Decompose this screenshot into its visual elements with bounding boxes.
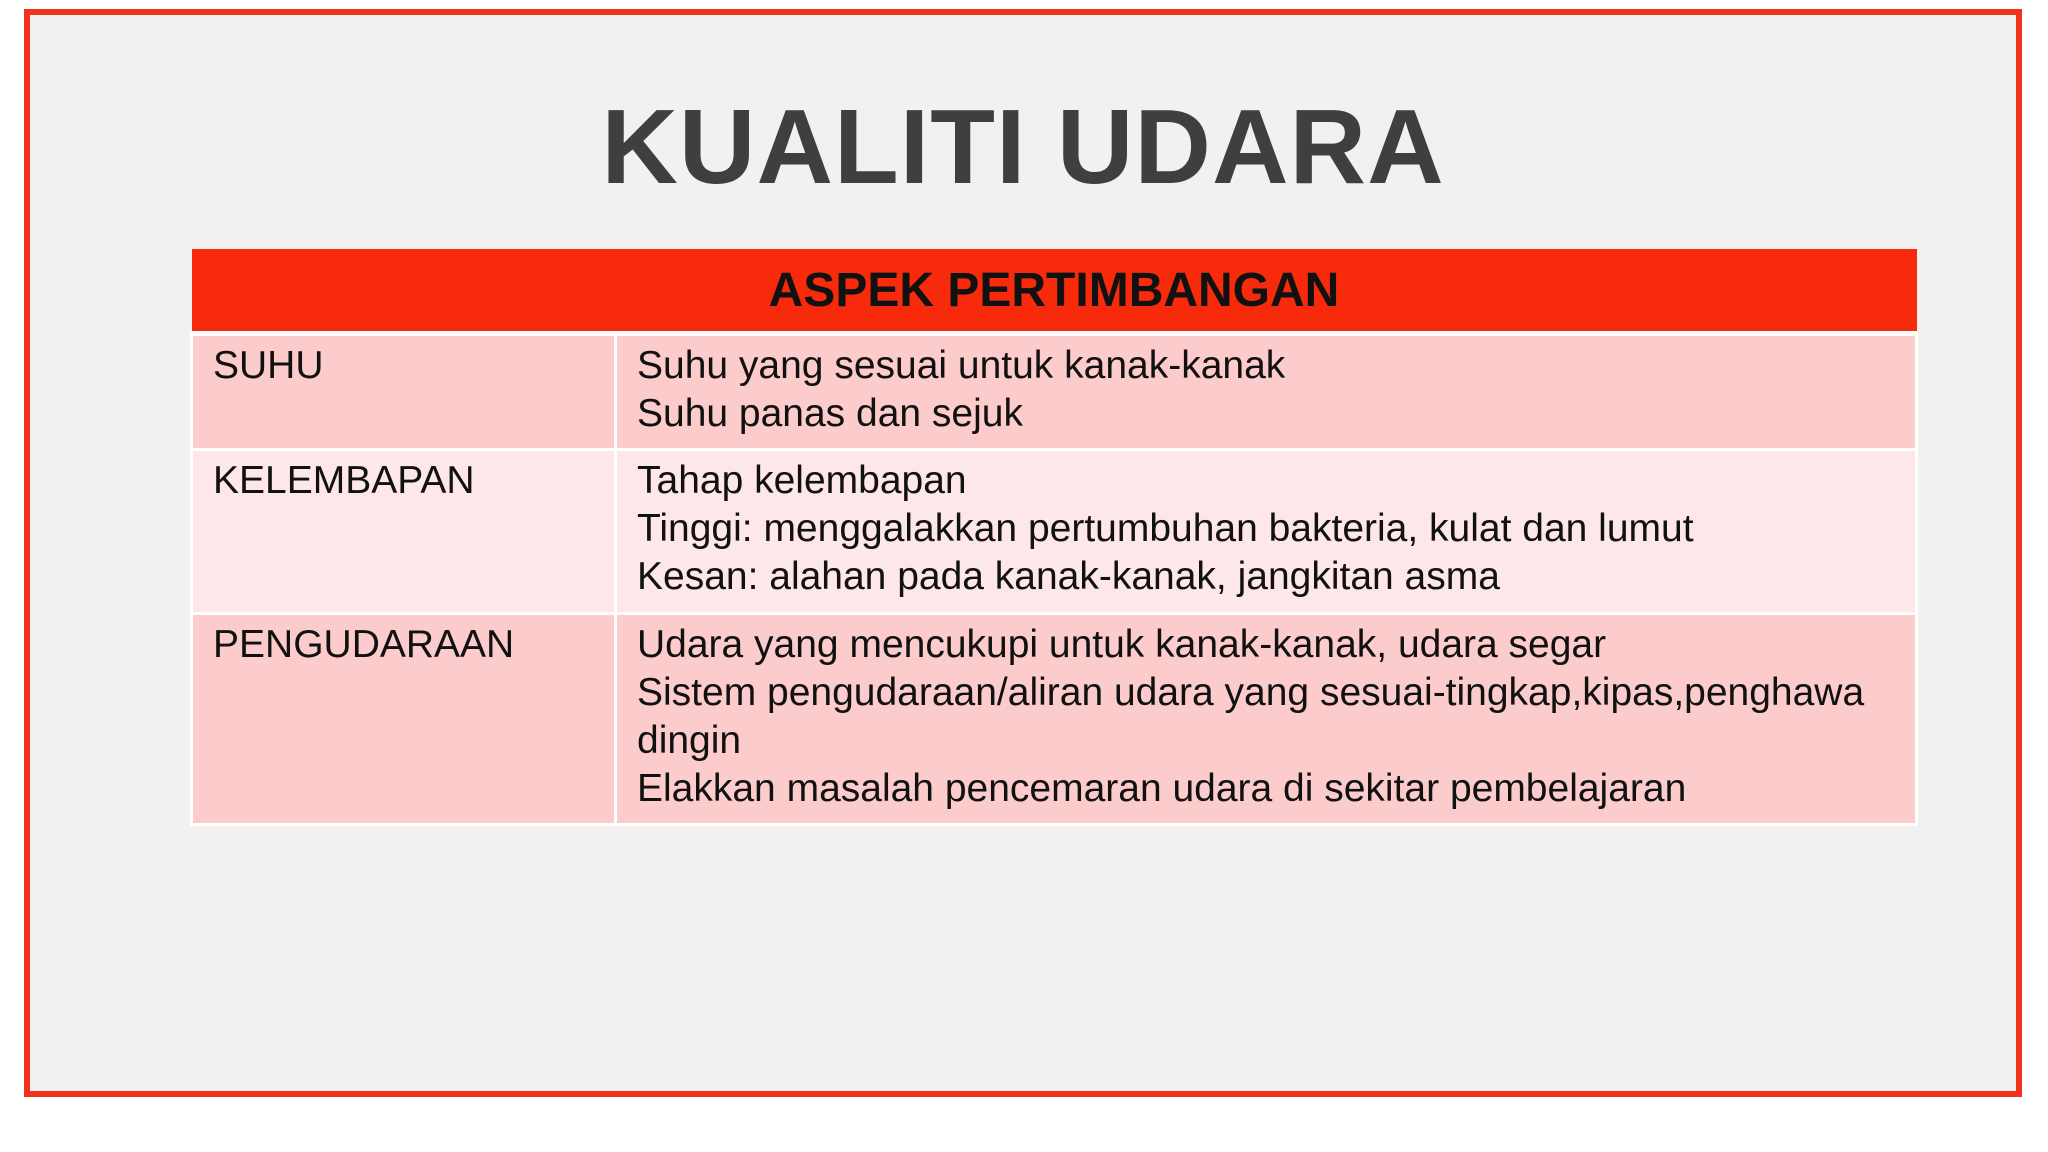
description-line: Suhu panas dan sejuk <box>637 392 1023 435</box>
slide <box>24 9 2022 1097</box>
description-line: Tahap kelembapan <box>637 459 967 502</box>
aspect-cell: SUHU <box>192 334 616 450</box>
description-cell <box>616 450 1917 614</box>
description-cell <box>616 334 1917 450</box>
aspects-table <box>190 249 1918 826</box>
table-header-row <box>192 249 1917 334</box>
slide-title: KUALITI UDARA <box>601 88 1445 206</box>
description-line: Elakkan masalah pencemaran udara di sekitar pembelajaran <box>637 767 1687 810</box>
table-row <box>192 334 1917 450</box>
description-cell <box>616 614 1917 825</box>
table-row <box>192 450 1917 614</box>
description-line: Sistem pengudaraan/aliran udara yang sesuai-tingkap,kipas,penghawa dingin <box>637 671 1865 762</box>
table-row <box>192 614 1917 825</box>
description-line: Suhu yang sesuai untuk kanak-kanak <box>637 344 1286 387</box>
description-line: Udara yang mencukupi untuk kanak-kanak, udara segar <box>637 623 1607 666</box>
description-line: Tinggi: menggalakkan pertumbuhan bakteria, kulat dan lumut <box>637 507 1694 550</box>
description-line: Kesan: alahan pada kanak-kanak, jangkitan asma <box>637 555 1500 598</box>
aspect-cell: KELEMBAPAN <box>192 450 616 614</box>
aspect-cell: PENGUDARAAN <box>192 614 616 825</box>
table-header: ASPEK PERTIMBANGAN <box>192 249 1917 334</box>
